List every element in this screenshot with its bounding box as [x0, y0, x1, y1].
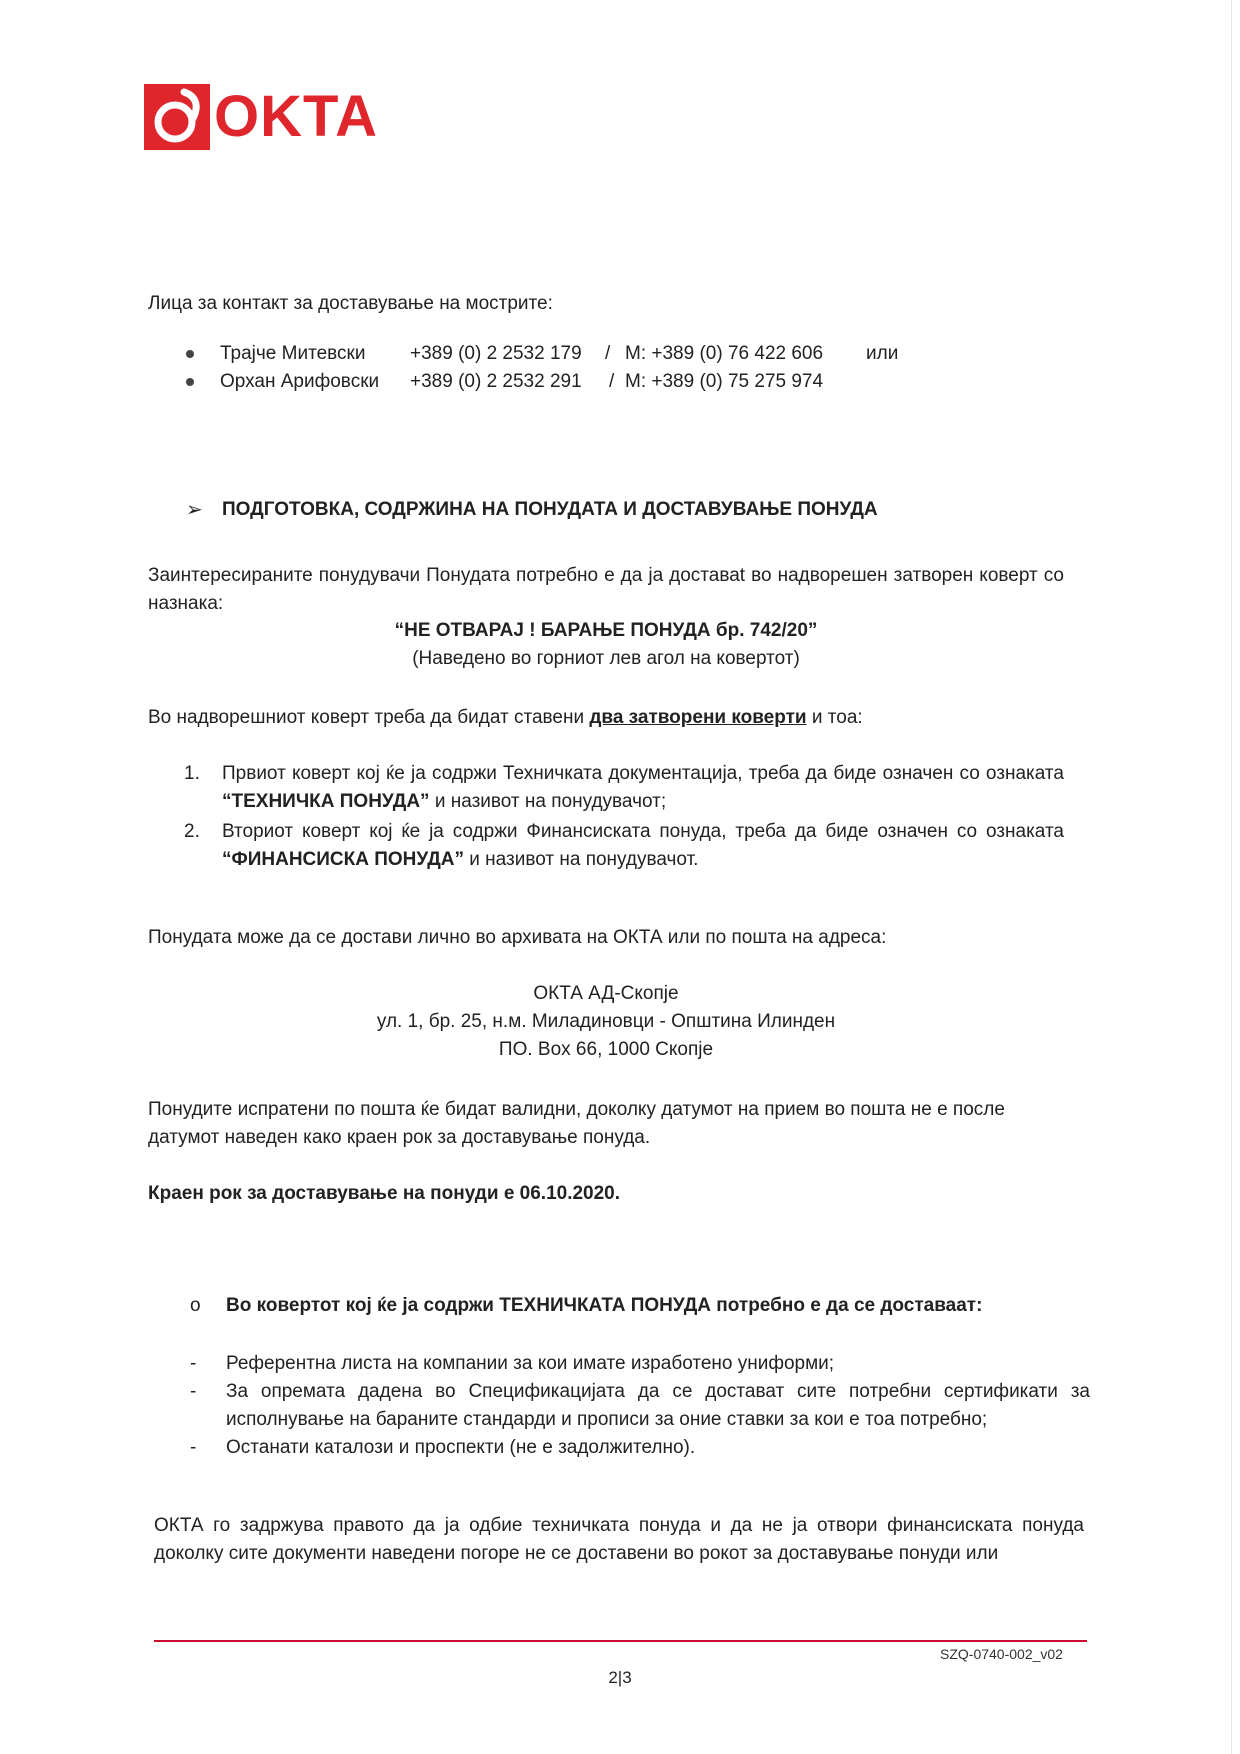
- contact-mobile: M: +389 (0) 75 275 974: [625, 371, 824, 392]
- tech-item-text: За опремата дадена во Спецификацијата да се достават сите потребни сертификати за исполнување на бараните стандарди и прописи за оние ставки за кои е тоа потребно;: [226, 1381, 1090, 1430]
- document-code: SZQ-0740-002_v02: [940, 1646, 1063, 1662]
- tech-list-item-2: [190, 1378, 1090, 1434]
- section-heading: [186, 497, 878, 522]
- contact-mobile: M: +389 (0) 76 422 606: [625, 343, 824, 364]
- contact-phone: +389 (0) 2 2532 291: [410, 371, 582, 392]
- tech-list-item-3: [190, 1434, 1090, 1462]
- envelope-marking-note: (Наведено во горниот лев агол на ковертот): [412, 648, 800, 669]
- contact-phone: +389 (0) 2 2532 179: [410, 343, 582, 364]
- contact-row-2: [186, 371, 824, 392]
- contacts-intro: Лица за контакт за доставување на мострите:: [148, 293, 553, 314]
- address-line-2: ул. 1, бр. 25, н.м. Миладиновци - Општина Илинден: [376, 1011, 836, 1032]
- deadline: Краен рок за доставување на понуди е 06.10.2020.: [148, 1183, 621, 1204]
- circle-bullet-icon: o: [190, 1295, 201, 1316]
- arrow-bullet-icon: ➢: [186, 499, 203, 521]
- intro-paragraph: Заинтересираните понудувачи Понудата потребно е да ја доставаt во надворешен затворен коверт со назнака:: [148, 565, 1064, 614]
- item-text-c: и називот на понудувачот;: [429, 791, 667, 812]
- item-text: [222, 760, 1064, 816]
- tech-item-text: Останати каталози и проспекти (не е задолжително).: [226, 1437, 696, 1458]
- item-text-a: Вториот коверт кој ќе ја содржи Финансиската понуда, треба да биде означен со ознаката: [222, 821, 1064, 842]
- page-number: 2|3: [608, 1668, 632, 1687]
- envelope-marking: “НЕ ОТВАРАЈ ! БАРАЊЕ ПОНУДА бр. 742/20”: [394, 620, 818, 641]
- okta-logo-text: OKTA: [214, 84, 379, 149]
- tech-heading-a: Во ковертот кој ќе ја содржи: [226, 1295, 500, 1316]
- item-text-bold: “ФИНАНСИСКА ПОНУДА”: [222, 849, 464, 870]
- outer-envelope-paragraph: [148, 704, 1064, 732]
- contact-row-1: [186, 343, 899, 364]
- page-edge: [1231, 0, 1232, 1754]
- okta-logo-icon: [144, 84, 210, 150]
- item-text-c: и називот на понудувачот.: [464, 849, 699, 870]
- okta-logo: [144, 84, 378, 150]
- contact-suffix: или: [866, 343, 899, 364]
- tech-item-text: Референтна листа на компании за кои имате изработено униформи;: [226, 1353, 835, 1374]
- contact-name: Трајче Митевски: [220, 343, 366, 364]
- item-text-bold: “ТЕХНИЧКА ПОНУДА”: [222, 791, 430, 812]
- dash-bullet-icon: -: [190, 1381, 197, 1402]
- outer-text-before: Во надворешниот коверт треба да бидат ставени: [148, 707, 590, 728]
- dash-bullet-icon: -: [190, 1437, 197, 1458]
- validity-paragraph: Понудите испратени по пошта ќе бидат валидни, доколку датумот на прием во пошта не е после датумот наведен како краен рок за доставување понуда.: [148, 1099, 1005, 1148]
- contact-separator: /: [609, 371, 615, 392]
- dash-bullet-icon: -: [190, 1353, 197, 1374]
- outer-emphasis: два затворени коверти: [589, 707, 807, 728]
- footer-divider: [154, 1640, 1087, 1642]
- numbered-item-1: [184, 760, 1064, 816]
- item-number: 1.: [184, 763, 200, 784]
- delivery-paragraph: Понудата може да се достави лично во архивата на ОКТА или по пошта на адреса:: [148, 927, 887, 948]
- outer-text-after: и тоа:: [806, 707, 863, 728]
- address-line-3: ПО. Box 66, 1000 Скопје: [498, 1039, 714, 1060]
- item-text: [222, 818, 1064, 874]
- bullet-dot-icon: [186, 350, 194, 358]
- tech-heading-c: потребно е да се доставаат:: [711, 1295, 983, 1316]
- contact-separator: /: [605, 343, 611, 364]
- bullet-dot-icon: [186, 378, 194, 386]
- item-text-a: Првиот коверт кој ќе ја содржи Техничката документација, треба да биде означен со ознаката: [222, 763, 1064, 784]
- tech-list-item-1: [190, 1350, 1090, 1378]
- numbered-item-2: [184, 818, 1064, 874]
- tech-heading-b: ТЕХНИЧКАТА ПОНУДА: [499, 1295, 711, 1316]
- section-heading-text: ПОДГОТОВКА, СОДРЖИНА НА ПОНУДАТА И ДОСТАВУВАЊЕ ПОНУДА: [222, 498, 878, 520]
- address-line-1: ОКТА АД-Скопје: [533, 983, 679, 1004]
- closing-paragraph: ОКТА го задржува правото да ја одбие техничката понуда и да не ја отвори финансиската понуда доколку сите документи наведени погоре не се доставени во рокот за доставување понуди или: [154, 1515, 1084, 1564]
- item-number: 2.: [184, 821, 200, 842]
- tech-offer-heading: [190, 1292, 1070, 1320]
- contact-name: Орхан Арифовски: [220, 371, 380, 392]
